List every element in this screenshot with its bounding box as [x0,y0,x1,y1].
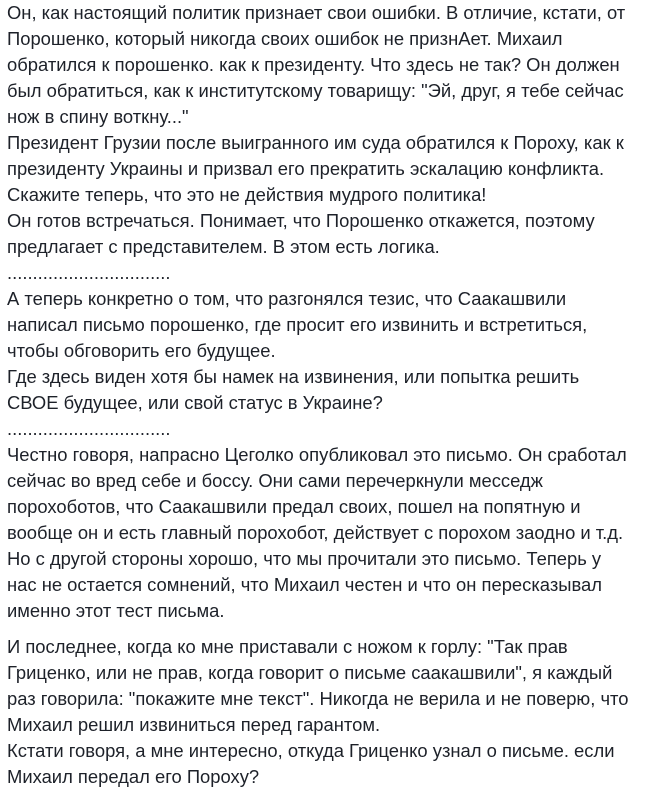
dotted-separator: ................................ [7,418,171,439]
text-line: написал письмо порошенко, где просит его извинить и встретиться, [7,314,588,335]
text-line: порохоботов, что Саакашвили предал своих, пошел на попятную и [7,496,581,517]
text-line: сейчас во вред себе и боссу. Они сами перечеркнули месседж [7,470,543,491]
text-line: чтобы обговорить его будущее. [7,340,276,361]
text-line: именно этот тест письма. [7,600,225,621]
text-line: Порошенко, который никогда своих ошибок не признАет. Михаил [7,28,563,49]
text-line: СВОЕ будущее, или свой статус в Украине? [7,392,383,413]
text-line: Президент Грузии после выигранного им суда обратился к Пороху, как к [7,132,624,153]
text-line: Честно говоря, напрасно Цеголко опубликовал это письмо. Он сработал [7,444,627,465]
text-line: А теперь конкретно о том, что разгонялся тезис, что Саакашвили [7,288,567,309]
text-line: Он готов встречаться. Понимает, что Порошенко откажется, поэтому [7,210,595,231]
paragraph-final [7,634,648,790]
text-line: был обратиться, как к институтскому товарищу: "Эй, друг, я тебе сейчас [7,80,624,101]
dotted-separator: ................................ [7,262,171,283]
text-line: Скажите теперь, что это не действия мудрого политика! [7,184,487,205]
text-line: Гриценко, или не прав, когда говорит о письме саакашвили", я каждый [7,662,613,683]
text-line: обратился к порошенко. как к президенту. Что здесь не так? Он должен [7,54,620,75]
text-line: Михаил решил извиниться перед гарантом. [7,714,381,735]
text-line: Где здесь виден хотя бы намек на извинения, или попытка решить [7,366,580,387]
text-line: предлагает с представителем. В этом есть логика. [7,236,440,257]
text-line: нас не остается сомнений, что Михаил честен и что он пересказывал [7,574,602,595]
paragraph-main [7,0,648,624]
text-line: И последнее, когда ко мне приставали с ножом к горлу: "Так прав [7,636,568,657]
text-line: Но с другой стороны хорошо, что мы прочитали это письмо. Теперь у [7,548,602,569]
text-line: раз говорила: "покажите мне текст". Никогда не верила и не поверю, что [7,688,629,709]
text-line: Михаил передал его Пороху? [7,766,260,787]
text-line: Кстати говоря, а мне интересно, откуда Гриценко узнал о письме. если [7,740,615,761]
text-line: вообще он и есть главный порохобот, действует с порохом заодно и т.д. [7,522,624,543]
text-line: Он, как настоящий политик признает свои ошибки. В отличие, кстати, от [7,2,626,23]
text-line: нож в спину воткну..." [7,106,189,127]
text-line: президенту Украины и призвал его прекратить эскалацию конфликта. [7,158,605,179]
